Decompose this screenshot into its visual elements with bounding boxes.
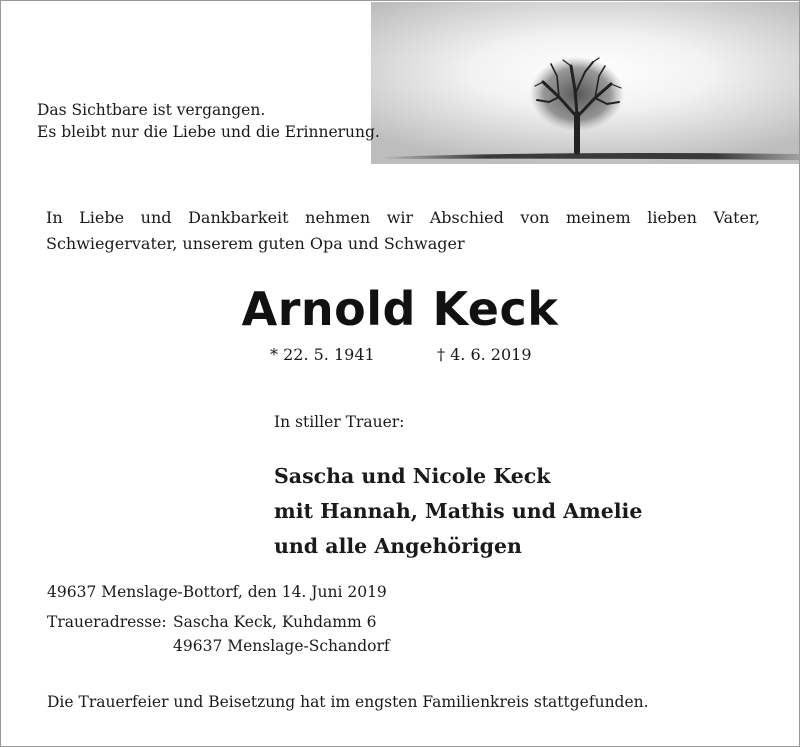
birth-date: * 22. 5. 1941 <box>270 345 375 364</box>
tree-on-horizon-image <box>371 2 799 164</box>
closing-note: Die Trauerfeier und Beisetzung hat im engsten Familienkreis stattgefunden. <box>47 693 649 711</box>
address-line: 49637 Menslage-Schandorf <box>173 637 390 655</box>
address-line: Sascha Keck, Kuhdamm 6 <box>173 613 377 631</box>
mourners-line: Sascha und Nicole Keck <box>274 464 551 488</box>
motto-line: Es bleibt nur die Liebe und die Erinnerung. <box>37 123 380 141</box>
mourners-list <box>274 459 642 564</box>
motto-line: Das Sichtbare ist vergangen. <box>37 101 266 119</box>
place-and-date: 49637 Menslage-Bottorf, den 14. Juni 2019 <box>47 583 387 601</box>
motto-text <box>37 99 380 143</box>
mourners-line: und alle Angehörigen <box>274 534 522 558</box>
mourning-label: In stiller Trauer: <box>274 413 405 431</box>
deceased-name: Arnold Keck <box>241 282 559 336</box>
mourners-line: mit Hannah, Mathis und Amelie <box>274 499 643 523</box>
address-label: Traueradresse: <box>47 613 167 631</box>
tree-icon <box>371 2 799 164</box>
death-date: † 4. 6. 2019 <box>437 345 532 364</box>
farewell-intro: In Liebe und Dankbarkeit nehmen wir Abschied von meinem lieben Vater, Schwiegervater, unserem guten Opa und Schwager <box>46 208 760 253</box>
